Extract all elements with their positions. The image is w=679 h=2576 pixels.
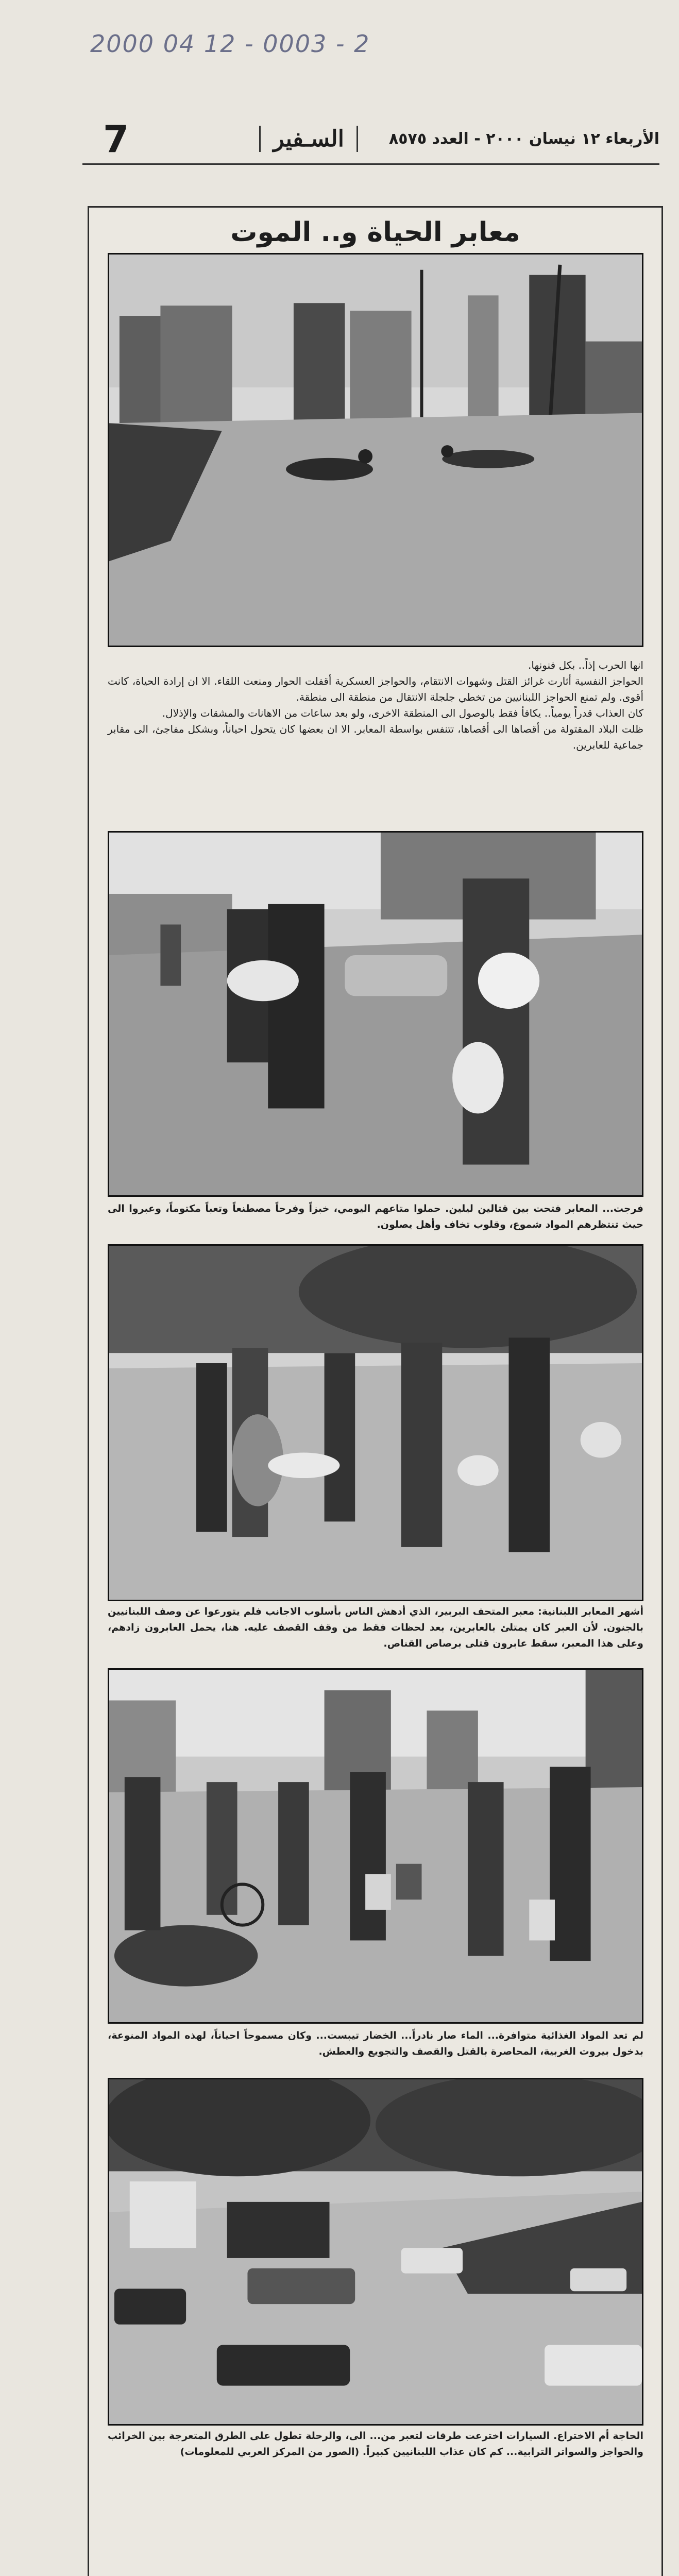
page-number: 7 bbox=[103, 117, 129, 161]
photo-crowd-crossing bbox=[108, 1244, 643, 1601]
photo-men-carrying-bread bbox=[108, 831, 643, 1197]
caption-3: لم تعد المواد الغذائية متوافرة... الماء صار نادراً... الخضار تيبست... وكان مسموحاً احياناً، لهذه المواد المنوعة، بدخول بيروت الغربية، المحاصرة بالقتل والقصف والتجويع والعطش. bbox=[108, 2030, 643, 2057]
newspaper-name: السـفير bbox=[259, 126, 358, 152]
intro-paragraph: الحواجز النفسية أثارت غرائز القتل وشهوات الانتقام، والحواجز العسكرية أقفلت الحوار ومنعت اللقاء. الا ان إرادة الحياة، كانت أقوى. ولم تمنع الحواجز اللبنانيين من تخطي جلجلة الانتقال من منطقة الى منطقة. bbox=[108, 675, 643, 703]
intro-paragraph: انها الحرب إذاً.. بكل فنونها. bbox=[528, 659, 643, 671]
intro-paragraph: كان العذاب قدراً يومياً.. يكافأ فقط بالوصول الى المنطقة الاخرى، ولو بعد ساعات من الاهانات والمشقات والإذلال. bbox=[162, 707, 643, 719]
photo-water-jugs bbox=[108, 1668, 643, 2024]
caption-2: أشهر المعابر اللبنانية: معبر المتحف البربير، الذي أدهش الناس بأسلوب الاجانب فلم يتورعوا عن وصف اللبنانيين بالجنون. لأن العبر كان يمتلئ بالعابرين، بعد لحظات فقط من وقف القصف عليه. هنا، يحمل العابرون زادهم، وعلى هذا المعبر، سقط عابرون قتلى برصاص القناص. bbox=[108, 1606, 643, 1649]
masthead bbox=[82, 114, 659, 165]
article-frame bbox=[88, 206, 663, 2576]
photo-credit: (الصور من المركز العربي للمعلومات) bbox=[180, 2446, 360, 2458]
photo-street-crossing bbox=[108, 253, 643, 647]
archive-code: 2000 04 12 - 0003 - 2 bbox=[90, 30, 370, 58]
dateline: الأربعاء ١٢ نيسان ٢٠٠٠ - العدد ٨٥٧٥ bbox=[388, 130, 659, 148]
intro-paragraph: ظلت البلاد المقتولة من أقصاها الى أقصاها، تتنفس بواسطة المعابر. الا ان بعضها كان يتحول احياناً، وبشكل مفاجئ، الى مقابر جماعية للعابرين. bbox=[108, 723, 643, 751]
caption-4-text: الحاجة أم الاختراع. السيارات اخترعت طرقات لتعبر من... الى، والرحلة تطول على الطرق المتعرجة بين الخرائب والحواجز والسواتر الترابية... كم كان عذاب اللبنانيين كبيراً. bbox=[108, 2430, 643, 2458]
caption-1: فرجت... المعابر فتحت بين قتالين ليلين. حملوا متاعهم اليومي، خبزاً وفرحاً مصطنعاً وتعباً مكتوماً، وعبروا الى حيث تنتظرهم المواد شموع، وقلوب تخاف وأهل يصلون. bbox=[108, 1203, 643, 1230]
photo-cars-dirt-road bbox=[108, 2078, 643, 2426]
caption-4 bbox=[108, 2428, 643, 2485]
article-headline: معابر الحياة و.. الموت bbox=[230, 217, 520, 248]
